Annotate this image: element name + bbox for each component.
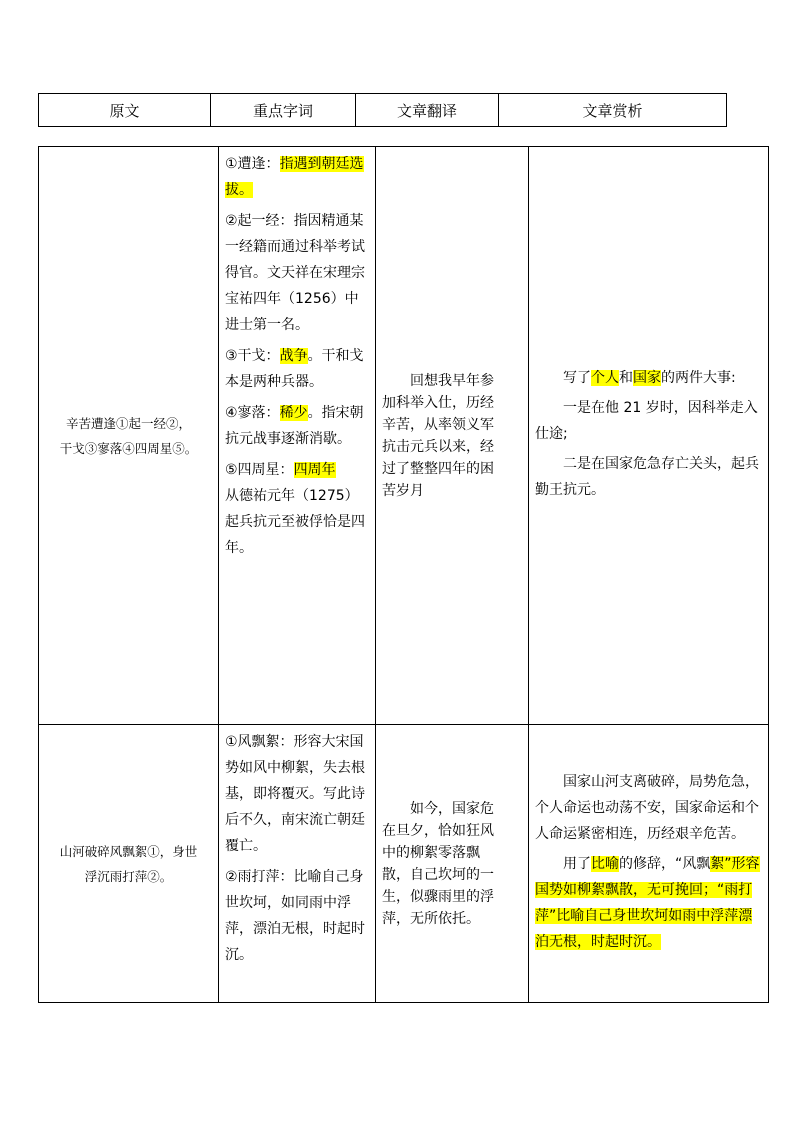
table-row	[39, 147, 769, 725]
key-words-cell	[219, 725, 376, 1003]
translation-line: 萍，无所依托。	[382, 910, 480, 927]
translation-cell	[376, 147, 529, 725]
highlight: 个人	[591, 369, 619, 386]
content-table	[38, 146, 769, 1003]
analysis-paragraph: 一是在他 21 岁时，因科举走入仕途;	[535, 399, 758, 442]
analysis-paragraph: 写了个人和国家的两件大事:	[563, 369, 736, 386]
translation-line: 中的柳絮零落飘	[382, 844, 480, 861]
translation-line: 散，自己坎坷的一	[382, 866, 494, 883]
table-row	[39, 725, 769, 1003]
highlight: 战争	[279, 348, 308, 364]
header-translation: 文章翻译	[356, 94, 499, 127]
analysis-paragraph: 国家山河支离破碎，局势危急，个人命运也动荡不安，国家命运和个人命运紧密相连，历经艰辛危苦。	[535, 773, 759, 842]
translation-line: 苦岁月	[382, 482, 424, 499]
vocab-item: ①遭逢：指遇到朝廷选拔。	[225, 156, 364, 198]
original-line: 辛苦遭逢①起一经②，	[65, 415, 191, 431]
translation-line: 生，似骤雨里的浮	[382, 888, 494, 905]
key-words-cell	[219, 147, 376, 725]
highlight: 国家	[633, 369, 661, 386]
header-analysis: 文章赏析	[499, 94, 727, 127]
vocab-item: ③干戈：战争。干和戈本是两种兵器。	[225, 348, 364, 390]
vocab-item: ②雨打萍：比喻自己身世坎坷，如同雨中浮萍，漂泊无根，时起时沉。	[225, 869, 365, 963]
translation-line: 在旦夕，恰如狂风	[382, 822, 494, 839]
translation-line: 过了整整四年的困	[382, 460, 494, 477]
translation-line: 回想我早年参	[410, 372, 494, 389]
header-table	[38, 93, 727, 127]
original-line: 浮沉雨打萍②。	[84, 868, 173, 884]
analysis-cell	[529, 147, 769, 725]
original-line: 干戈③寥落④四周星⑤。	[59, 440, 198, 456]
analysis-paragraph: 二是在国家危急存亡关头，起兵勤王抗元。	[535, 455, 759, 498]
translation-line: 抗击元兵以来，经	[382, 438, 494, 455]
highlight: 稀少	[279, 405, 308, 421]
analysis-cell	[529, 725, 769, 1003]
highlight: 指遇到朝廷选拔。	[225, 156, 364, 198]
header-key-words: 重点字词	[211, 94, 356, 127]
translation-line: 如今，国家危	[410, 800, 494, 817]
highlight: 比喻	[591, 855, 619, 872]
original-text-cell	[39, 147, 219, 725]
translation-line: 辛苦，从率领义军	[382, 416, 494, 433]
translation-line: 加科举入仕，历经	[382, 394, 494, 411]
analysis-paragraph: 用了比喻的修辞，“风飘絮”形容国势如柳絮飘散，无可挽回；“雨打萍”比喻自己身世坎坷如雨中浮萍漂泊无根，时起时沉。	[535, 855, 760, 950]
highlight: 絮”形容国势如柳絮飘散，无可挽回；“雨打萍”比喻自己身世坎坷如雨中浮萍漂泊无根，时起时沉。	[535, 855, 760, 950]
highlight: 四周年	[293, 462, 336, 478]
vocab-item: ④寥落：稀少。指宋朝抗元战事逐渐消歇。	[225, 405, 364, 447]
vocab-item: ⑤四周星：四周年 从德祐元年（1275）起兵抗元至被俘恰是四年。	[225, 462, 365, 556]
original-text-cell	[39, 725, 219, 1003]
translation-cell	[376, 725, 529, 1003]
vocab-item: ②起一经：指因精通某一经籍而通过科举考试得官。文天祥在宋理宗宝祐四年（1256）中进士第一名。	[225, 213, 365, 333]
vocab-item: ①风飘絮：形容大宋国势如风中柳絮，失去根基，即将覆灭。写此诗后不久，南宋流亡朝廷覆亡。	[225, 734, 365, 854]
header-row	[39, 94, 727, 127]
header-original: 原文	[39, 94, 211, 127]
original-line: 山河破碎风飘絮①，身世	[59, 843, 198, 859]
